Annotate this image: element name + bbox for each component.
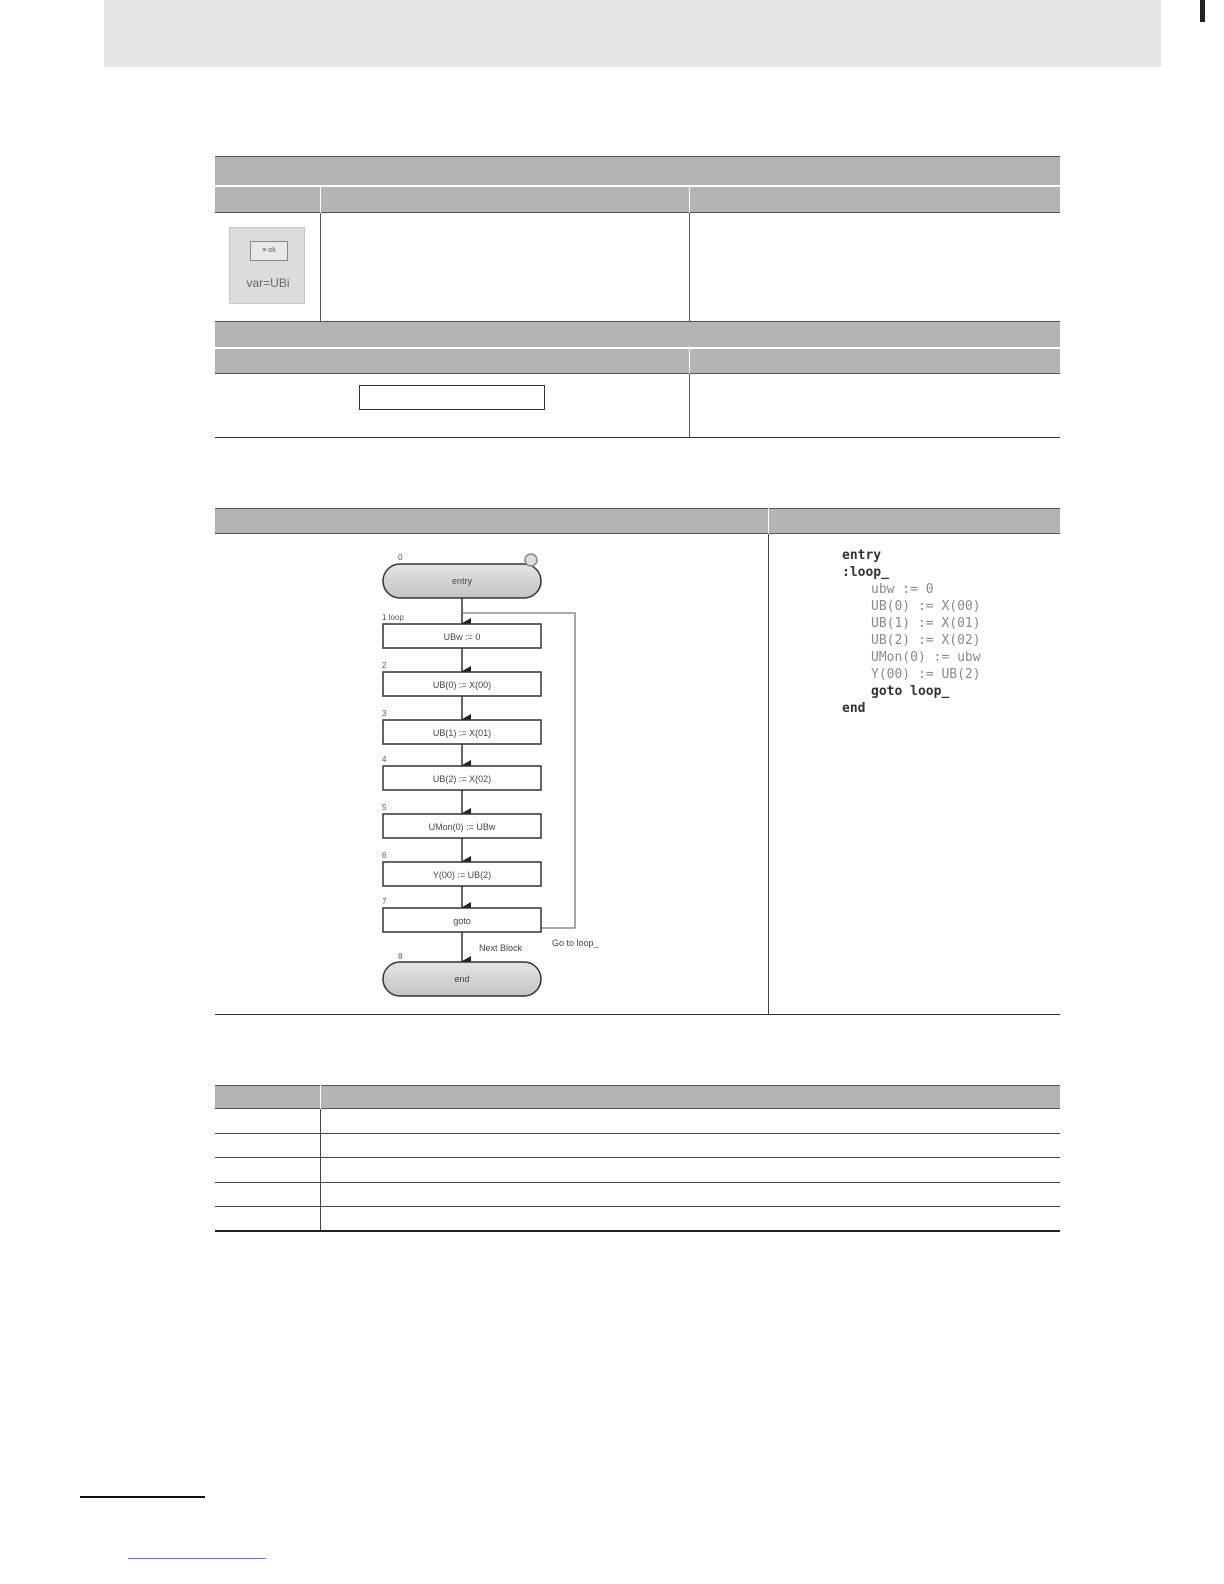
- page-tab-marker: [1200, 0, 1205, 22]
- flowchart-entry-marker: [525, 554, 537, 566]
- table-row: [215, 1157, 1060, 1158]
- table-row: [215, 1182, 1060, 1183]
- footer-link-underline: [128, 1558, 266, 1559]
- table-1-subheader-row: [215, 348, 1060, 374]
- code-line: end: [842, 701, 866, 716]
- block-icon-glyph-box: [250, 241, 288, 261]
- step-number: 5: [382, 803, 387, 812]
- block-icon: [229, 227, 305, 304]
- table-1-header-row: [215, 186, 1060, 213]
- empty-field-box: [359, 385, 545, 410]
- flowchart-entry-label: entry: [451, 576, 473, 586]
- code-line: ubw := 0: [871, 582, 934, 597]
- code-line: UB(1) := X(01): [871, 616, 981, 631]
- code-line: UB(0) := X(00): [871, 599, 981, 614]
- code-line: UMon(0) := ubw: [871, 650, 981, 665]
- table-1-title-row: [215, 156, 1060, 185]
- flowchart-block-1-label: UBw := 0: [443, 632, 481, 642]
- flowchart-block-6-label: Y(00) := UB(2): [432, 870, 492, 880]
- code-line: Y(00) := UB(2): [871, 667, 981, 682]
- step-number: 8: [398, 952, 403, 961]
- table-3-bottom-rule: [215, 1230, 1060, 1232]
- table-1-divider: [689, 186, 690, 213]
- step-number: 6: [382, 851, 387, 860]
- table-row: [215, 1133, 1060, 1134]
- table-1-bottom-rule: [215, 437, 1060, 438]
- code-listing: [842, 547, 1052, 717]
- goto-loop-label: Go to loop_: [552, 938, 599, 948]
- table-1-section-row: [215, 321, 1060, 347]
- code-line: entry: [842, 548, 882, 563]
- table-2: [215, 508, 1060, 1015]
- step-number: 4: [382, 755, 387, 764]
- table-3-divider: [320, 1109, 321, 1231]
- flowchart-block-5-label: UMon(0) := UBw: [428, 822, 496, 832]
- flowchart-block-4-label: UB(2) := X(02): [432, 774, 492, 784]
- flowchart: [365, 548, 665, 1008]
- table-2-bottom-rule: [215, 1014, 1060, 1015]
- code-line: goto loop_: [871, 684, 950, 699]
- table-1-divider: [689, 348, 715, 374]
- page-header-band: [104, 0, 1161, 67]
- table-3: [215, 1085, 1060, 1232]
- flowchart-end-label: end: [454, 974, 470, 984]
- block-icon-caption: var=UBi: [246, 276, 290, 290]
- table-2-header-row: [215, 508, 1060, 534]
- table-3-header-row: [215, 1085, 1060, 1109]
- table-1-divider: [320, 186, 321, 213]
- step-number: 0: [398, 553, 403, 562]
- step-number: 7: [382, 897, 387, 906]
- flowchart-block-3-label: UB(1) := X(01): [432, 728, 492, 738]
- next-block-label: Next Block: [479, 943, 523, 953]
- footer-rule: [80, 1496, 205, 1498]
- step-number: 1 loop: [382, 613, 404, 622]
- step-number: 2: [382, 661, 387, 670]
- flowchart-block-7-label: goto: [453, 916, 471, 926]
- block-icon-glyph: ≡ ok: [262, 247, 276, 254]
- table-3-divider: [320, 1085, 321, 1109]
- table-2-divider: [768, 534, 769, 1015]
- code-line: :loop_: [842, 565, 889, 580]
- table-row: [215, 1206, 1060, 1207]
- flowchart-block-2-label: UB(0) := X(00): [432, 680, 492, 690]
- table-1: [215, 156, 1060, 438]
- code-line: UB(2) := X(02): [871, 633, 981, 648]
- step-number: 3: [382, 709, 387, 718]
- table-2-divider: [768, 508, 769, 534]
